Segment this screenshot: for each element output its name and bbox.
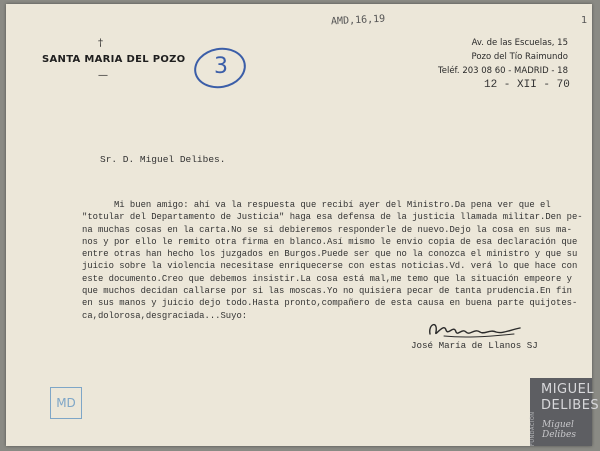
body-line: en sus manos y juicio dejo todo.Hasta pronto,compañero de esta causa en buena parte quijotes- xyxy=(82,298,578,309)
watermark-miguel: MIGUEL xyxy=(541,382,595,397)
body-line: Mi buen amigo: ahí va la respuesta que recibí ayer del Ministro.Da pena ver que el xyxy=(82,200,551,210)
body-line: juicio sobre la violencia necesitase enriquecerse con estas noticias.Vd. verá lo que hace con xyxy=(82,261,578,272)
letterhead-dash: — xyxy=(98,70,108,81)
handwritten-signature xyxy=(424,316,524,340)
body-line: este documento.Creo que debemos insistir.La cosa está mal,me temo que la situación empeore y xyxy=(82,273,572,284)
watermark-signature: Miguel Delibes xyxy=(542,420,577,440)
archive-reference: AMD,16,19 xyxy=(330,13,386,28)
body-line: "totular del Departamento de Justicia" haga esa defensa de la justicia llamada militar.Den pe- xyxy=(82,212,583,223)
page-number: 1 xyxy=(581,15,588,26)
letterhead-cross: † xyxy=(98,38,103,49)
letterhead-org-name: SANTA MARIA DEL POZO xyxy=(42,54,186,65)
md-logo: MD xyxy=(50,387,82,419)
watermark-vertical-text: FUNDACIÓN xyxy=(530,411,536,446)
signer-name: José María de Llanos SJ xyxy=(411,340,538,351)
recipient-line: Sr. D. Miguel Delibes. xyxy=(100,154,226,165)
body-line: na muchas cosas en la carta.No se si debieremos responderle de nuevo.Dejo la cosa en sus ma- xyxy=(82,224,572,235)
circled-number: 3 xyxy=(214,54,228,79)
body-line: que muchos decidan callarse por si las moscas.Yo no quisiera pecar de tanta prudencia.En fin xyxy=(82,286,572,297)
address-line-3: Teléf. 203 08 60 - MADRID - 18 xyxy=(437,66,568,76)
address-line-1: Av. de las Escuelas, 15 xyxy=(471,38,568,48)
letter-sheet xyxy=(6,4,595,446)
watermark-delibes: DELIBES xyxy=(541,398,600,413)
body-line: ca,dolorosa,desgraciada...Suyo: xyxy=(82,310,248,321)
letter-body xyxy=(82,199,592,322)
body-line: entre otras han hecho los juzgados en Burgos.Puede ser que no la conozca el ministro y que su xyxy=(82,249,578,260)
address-line-2: Pozo del Tío Raimundo xyxy=(471,52,568,62)
body-line: nos y por ello le remito otra firma en blanco.Así mismo le envio copia de esa declaración que xyxy=(82,236,578,247)
letter-date: 12 - XII - 70 xyxy=(484,79,570,91)
